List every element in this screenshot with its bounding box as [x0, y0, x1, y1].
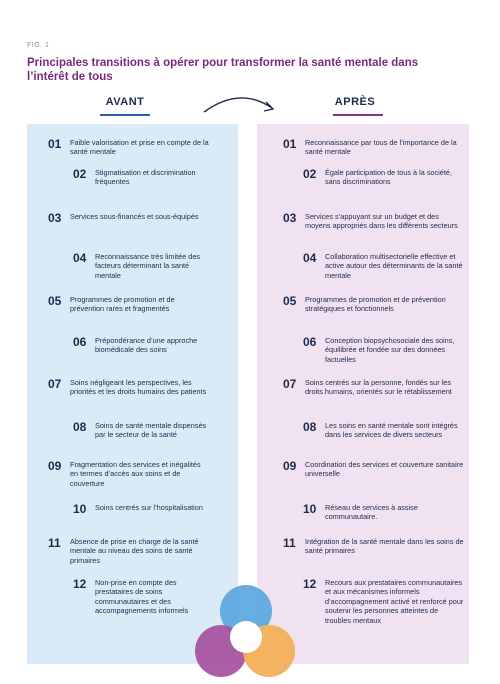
after-item-11 [283, 537, 465, 556]
before-item-08 [73, 421, 207, 440]
before-item-text: Reconnaissance très limitée des facteurs déterminant la santé mentale [95, 252, 201, 280]
after-item-number: 07 [283, 377, 297, 391]
before-item-12 [73, 578, 207, 616]
after-item-text: Programmes de promotion et de prévention stratégiques et fonctionnels [305, 295, 446, 314]
after-item-text: Réseau de services à assise communautaire. [325, 503, 418, 522]
before-item-text: Soins négligeant les perspectives, les priorités et les droits humains des patients [70, 378, 207, 397]
before-item-09 [48, 460, 210, 488]
before-item-text: Prépondérance d’une approche biomédicale des soins [95, 336, 198, 355]
before-item-01 [48, 138, 210, 157]
after-item-text: Les soins en santé mentale sont intégrés dans les services de divers secteurs [325, 421, 458, 440]
after-heading: APRÈS [334, 96, 376, 108]
after-item-number: 12 [303, 577, 317, 591]
before-item-text: Fragmentation des services et inégalités en termes d’accès aux soins et de couverture [70, 460, 201, 488]
after-item-number: 05 [283, 294, 297, 308]
before-item-06 [73, 336, 207, 355]
before-item-number: 02 [73, 167, 87, 181]
after-item-text: Reconnaissance par tous de l’importance de la santé mentale [305, 138, 457, 157]
before-item-text: Absence de prise en charge de la santé mentale au niveau des soins de santé primaires [70, 537, 199, 565]
before-item-text: Programmes de promotion et de prévention rares et fragmentés [70, 295, 175, 314]
after-item-text: Coordination des services et couverture sanitaire universelle [305, 460, 464, 479]
before-item-10 [73, 503, 207, 515]
before-item-number: 04 [73, 251, 87, 265]
after-item-text: Intégration de la santé mentale dans les soins de santé primaires [305, 537, 464, 556]
before-heading: AVANT [105, 96, 145, 108]
center-white-circle [230, 621, 262, 653]
after-item-text: Services s’appuyant sur un budget et des moyens appropriés dans les différents secteurs [305, 212, 458, 231]
after-item-number: 01 [283, 137, 297, 151]
after-item-number: 03 [283, 211, 297, 225]
before-item-05 [48, 295, 210, 314]
before-item-number: 08 [73, 420, 87, 434]
after-item-number: 09 [283, 459, 297, 473]
before-item-03 [48, 212, 210, 224]
after-item-05 [283, 295, 465, 314]
after-item-02 [303, 168, 465, 187]
after-item-text: Collaboration multisectorielle effective et active autour des déterminants de la santé mentale [325, 252, 463, 280]
before-item-number: 06 [73, 335, 87, 349]
figure-title: Principales transitions à opérer pour transformer la santé mentale dans l’intérêt de tous [27, 57, 419, 83]
after-item-04 [303, 252, 465, 280]
after-item-text: Soins centrés sur la personne, fondés sur les droits humains, orientés sur le rétablissement [305, 378, 452, 397]
after-item-number: 10 [303, 502, 317, 516]
after-item-number: 08 [303, 420, 317, 434]
after-item-number: 04 [303, 251, 317, 265]
before-item-07 [48, 378, 210, 397]
before-item-02 [73, 168, 207, 187]
before-item-number: 12 [73, 577, 87, 591]
decorative-circles [190, 585, 310, 684]
after-underline [333, 114, 383, 116]
before-item-11 [48, 537, 210, 565]
before-item-text: Stigmatisation et discrimination fréquentes [95, 168, 196, 187]
before-item-04 [73, 252, 207, 280]
before-item-text: Faible valorisation et prise en compte de la santé mentale [70, 138, 209, 157]
after-item-03 [283, 212, 465, 231]
before-underline [100, 114, 150, 116]
before-item-number: 03 [48, 211, 62, 225]
before-item-number: 07 [48, 377, 62, 391]
before-item-text: Services sous-financés et sous-équipés [70, 212, 199, 221]
after-item-06 [303, 336, 465, 364]
figure-label: FIG. 1 [27, 42, 50, 49]
after-item-number: 02 [303, 167, 317, 181]
after-item-number: 06 [303, 335, 317, 349]
before-item-number: 10 [73, 502, 87, 516]
before-item-text: Soins de santé mentale dispensés par le secteur de la santé [95, 421, 207, 440]
before-item-number: 09 [48, 459, 62, 473]
before-item-text: Non-prise en compte des prestataires de soins communautaires et des accompagnements informels [95, 578, 189, 616]
after-item-text: Recours aux prestataires communautaires et aux mécanismes informels d’accompagnement activé et renforcé pour soutenir les personnes atteintes de troubles mentaux [325, 578, 464, 625]
after-item-10 [303, 503, 465, 522]
after-item-number: 11 [283, 536, 296, 550]
after-item-07 [283, 378, 465, 397]
after-item-08 [303, 421, 465, 440]
after-item-text: Égale participation de tous à la société, sans discriminations [325, 168, 452, 187]
after-item-12 [303, 578, 465, 625]
after-item-09 [283, 460, 465, 479]
transition-arrow-icon [200, 92, 280, 116]
before-item-number: 01 [48, 137, 62, 151]
before-item-number: 11 [48, 536, 61, 550]
after-item-text: Conception biopsychosociale des soins, équilibrée et fondée sur des données factuelles [325, 336, 455, 364]
before-item-number: 05 [48, 294, 62, 308]
before-item-text: Soins centrés sur l’hospitalisation [95, 503, 203, 512]
after-item-01 [283, 138, 465, 157]
